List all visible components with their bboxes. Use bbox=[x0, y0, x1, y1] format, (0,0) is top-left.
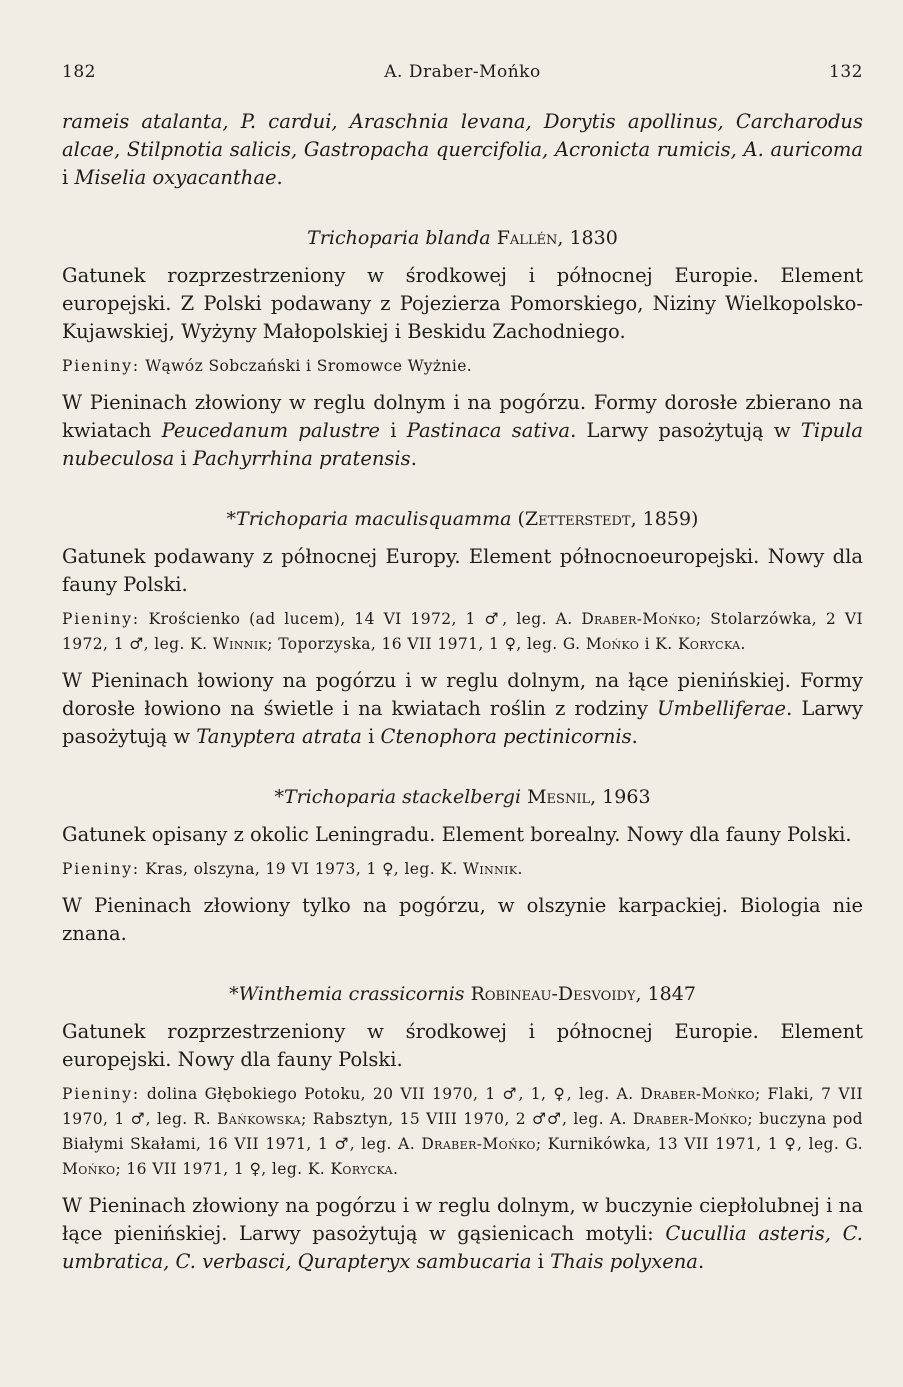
species-name: Trichoparia stackelbergi bbox=[283, 786, 522, 808]
new-record-marker: * bbox=[274, 786, 284, 808]
text: . bbox=[740, 635, 746, 653]
locality-label: Pieniny: bbox=[62, 860, 140, 878]
collector: Draber-Mońko bbox=[632, 1110, 748, 1128]
text: Kras, olszyna, 19 VI 1973, 1 ♀, leg. K. bbox=[139, 860, 463, 878]
species-year: , 1859) bbox=[630, 508, 699, 530]
biology-paragraph bbox=[62, 1192, 863, 1276]
collector: Winnik bbox=[212, 635, 268, 653]
text: Krościenko (ad lucem), 14 VI 1972, 1 ♂, leg. A. bbox=[139, 610, 582, 628]
species-author: Zetterstedt bbox=[524, 508, 631, 530]
biology-paragraph bbox=[62, 667, 863, 751]
biology-paragraph bbox=[62, 389, 863, 473]
species-year: , 1830 bbox=[557, 227, 618, 249]
text: ; Flaki, 7 VII 1970, 1 ♂, leg. R. bbox=[62, 1085, 864, 1128]
page-content bbox=[62, 108, 863, 1276]
plant-name: Pastinaca sativa bbox=[406, 419, 571, 442]
locality-label: Pieniny: bbox=[62, 1085, 140, 1103]
species-year: , 1847 bbox=[635, 983, 696, 1005]
text: ; Kurnikówka, 13 VII 1971, 1 ♀, leg. G. bbox=[535, 1135, 863, 1153]
collector: Draber-Mońko bbox=[640, 1085, 755, 1103]
species-heading-blanda bbox=[62, 224, 863, 252]
locality-paragraph bbox=[62, 1082, 863, 1182]
distribution-paragraph: Gatunek rozprzestrzeniony w środkowej i północnej Europie. Element europejski. Z Polski podawany z Pojezierza Pomorskiego, Niziny Wielkopolsko-Kujawskiej, Wyżyny Małopolskiej i Beskidu Zachodniego. bbox=[62, 264, 863, 343]
text: . Larwy pasożytują w bbox=[570, 419, 801, 442]
text: i bbox=[361, 725, 381, 748]
text: ; Stolarzówka, 2 VI 1972, 1 ♂, leg. K. bbox=[62, 610, 863, 653]
distribution-paragraph: Gatunek rozprzestrzeniony w środkowej i północnej Europie. Element europejski. Nowy dla fauny Polski. bbox=[62, 1020, 863, 1071]
text: i bbox=[379, 419, 407, 442]
new-record-marker: * bbox=[229, 983, 239, 1005]
new-record-marker: * bbox=[226, 508, 237, 530]
intro-end: . bbox=[276, 166, 283, 189]
locality-label: Pieniny: bbox=[62, 357, 140, 375]
collector: Mońko bbox=[585, 635, 640, 653]
text: ; Toporzyska, 16 VII 1971, 1 ♀, leg. G. bbox=[267, 635, 586, 653]
collector: Bańkowska bbox=[217, 1110, 302, 1128]
text: ; Rabsztyn, 15 VIII 1970, 2 ♂♂, leg. A. bbox=[301, 1110, 633, 1128]
running-author: A. Draber-Mońko bbox=[384, 62, 541, 82]
host-name: Tanyptera atrata bbox=[196, 725, 362, 748]
collector: Draber-Mońko bbox=[581, 610, 696, 628]
text: ; 16 VII 1971, 1 ♀, leg. K. bbox=[115, 1160, 331, 1178]
page-number-right: 132 bbox=[829, 62, 863, 82]
host-name: Ctenophora pectinicornis bbox=[380, 725, 632, 748]
host-name: Pachyrrhina pratensis bbox=[192, 447, 411, 470]
collector: Mońko bbox=[62, 1160, 116, 1178]
intro-species-last: Miselia oxyacanthae bbox=[74, 166, 277, 189]
locality-paragraph bbox=[62, 607, 863, 657]
text: ; buczyna pod Białymi Skałami, 16 VII 1971, 1 ♂, leg. A. bbox=[62, 1110, 863, 1153]
host-name: Tipula nubeculosa bbox=[62, 419, 863, 470]
species-author: Robineau-Desvoidy bbox=[470, 983, 636, 1005]
collector: Winnik bbox=[463, 860, 518, 878]
distribution-paragraph: Gatunek podawany z północnej Europy. Element północnoeuropejski. Nowy dla fauny Polski. bbox=[62, 545, 863, 596]
text: W Pieninach złowiony na pogórzu i w reglu dolnym, w buczynie ciepłolubnej i na łące pienińskiej. Larwy pasożytują w gąsienicach motyli: bbox=[62, 1194, 863, 1245]
text: i bbox=[531, 1250, 551, 1273]
text: i K. bbox=[639, 635, 678, 653]
family-name: Umbelliferae bbox=[657, 697, 787, 720]
host-name: Cucullia asteris, C. umbratica, C. verbasci, Qurapteryx sambucaria bbox=[62, 1222, 863, 1273]
text: dolina Głębokiego Potoku, 20 VII 1970, 1 ♂, 1, ♀, leg. A. bbox=[139, 1085, 641, 1103]
host-name: Thais polyxena bbox=[550, 1250, 698, 1273]
text: i bbox=[174, 447, 193, 470]
locality-paragraph bbox=[62, 857, 863, 882]
species-heading-maculisquamma bbox=[62, 505, 863, 533]
text: W Pieninach łowiony na pogórzu i w reglu dolnym, na łące pienińskiej. Formy dorosłe łowiono na świetle i na kwiatach roślin z rodziny bbox=[62, 669, 863, 720]
text: ( bbox=[511, 508, 525, 530]
biology-paragraph: W Pieninach złowiony tylko na pogórzu, w olszynie karpackiej. Biologia nie znana. bbox=[62, 894, 863, 945]
text: . bbox=[393, 1160, 399, 1178]
species-heading-stackelbergi bbox=[62, 783, 863, 811]
collector: Draber-Mońko bbox=[421, 1135, 536, 1153]
distribution-paragraph: Gatunek opisany z okolic Leningradu. Element borealny. Nowy dla fauny Polski. bbox=[62, 823, 852, 846]
plant-name: Peucedanum palustre bbox=[161, 419, 380, 442]
text: W Pieninach złowiony w reglu dolnym i na pogórzu. Formy dorosłe zbierano na kwiatach bbox=[62, 391, 863, 442]
species-name: Trichoparia maculisquamma bbox=[236, 508, 512, 530]
text: . bbox=[410, 447, 417, 470]
collector: Korycka bbox=[330, 1160, 393, 1178]
locality-paragraph bbox=[62, 354, 863, 379]
text: . bbox=[697, 1250, 705, 1273]
species-name: Trichoparia blanda bbox=[307, 227, 491, 249]
species-heading-crassicornis bbox=[62, 980, 863, 1008]
species-author: Fallén bbox=[496, 227, 558, 249]
collector: Korycka bbox=[677, 635, 741, 653]
species-author: Mesnil bbox=[527, 786, 591, 808]
text: . bbox=[517, 860, 523, 878]
locality-label: Pieniny: bbox=[62, 610, 140, 628]
text: . Larwy pasożytują w bbox=[62, 697, 863, 748]
intro-paragraph bbox=[62, 108, 863, 192]
page-number-left: 182 bbox=[62, 62, 96, 82]
text: . bbox=[631, 725, 638, 748]
species-year: , 1963 bbox=[590, 786, 651, 808]
species-name: Winthemia crassicornis bbox=[238, 983, 465, 1005]
intro-conj: i bbox=[62, 166, 75, 189]
locality-text: Wąwóz Sobczański i Sromowce Wyżnie. bbox=[139, 357, 473, 375]
intro-species: rameis atalanta, P. cardui, Araschnia levana, Dorytis apollinus, Carcharodus alcae, Stilpnotia salicis, Gastropacha quercifolia, Acronicta rumicis, A. auricoma bbox=[62, 110, 863, 161]
